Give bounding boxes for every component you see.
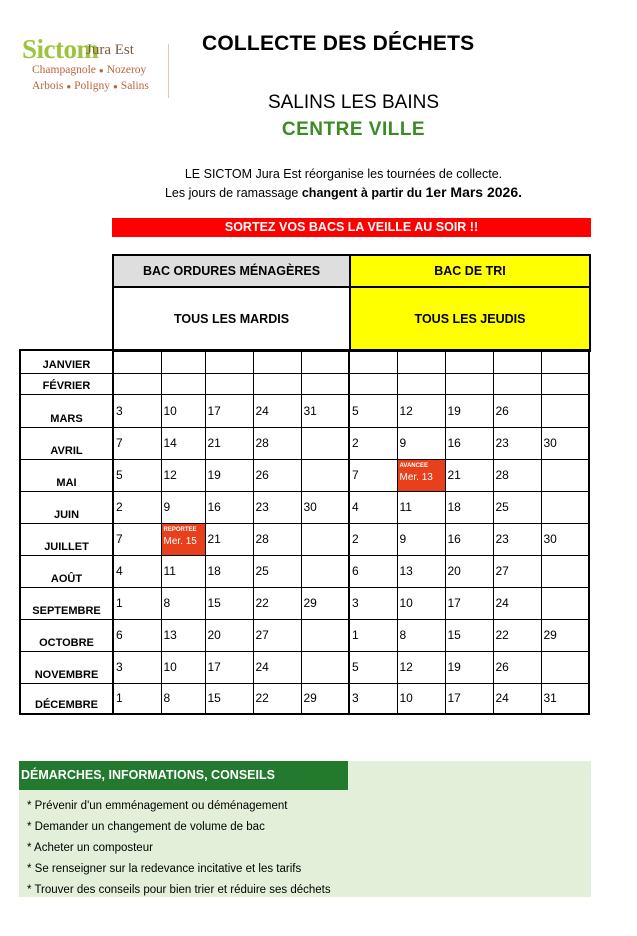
recycling-collection-date: [541, 491, 589, 523]
month-label: DÉCEMBRE: [20, 683, 113, 714]
logo-town: Champagnole: [32, 64, 96, 76]
household-collection-date: [301, 619, 349, 651]
recycling-collection-date: 17: [445, 587, 493, 619]
household-collection-date: 10: [161, 394, 205, 427]
recycling-collection-date: 4: [349, 491, 397, 523]
calendar-row: [20, 427, 589, 459]
household-collection-date: [113, 373, 161, 394]
household-collection-date: 25: [253, 555, 301, 587]
household-collection-date: [205, 350, 253, 373]
recycling-collection-date: 9: [397, 523, 445, 555]
household-collection-date: 12: [161, 459, 205, 491]
recycling-collection-date: 10: [397, 683, 445, 714]
logo-towns-line2: Arbois ● Poligny ● Salins: [32, 80, 149, 92]
recycling-collection-date: 19: [445, 651, 493, 683]
advice-title: DÉMARCHES, INFORMATIONS, CONSEILS: [19, 761, 348, 790]
city-name: SALINS LES BAINS: [267, 92, 440, 113]
district-name: CENTRE VILLE: [281, 119, 426, 140]
recycling-collection-date: 17: [445, 683, 493, 714]
household-collection-date: 9: [161, 491, 205, 523]
household-collection-date: 21: [205, 427, 253, 459]
recycling-collection-date: [493, 373, 541, 394]
recycling-collection-date: [493, 350, 541, 373]
household-collection-date: 14: [161, 427, 205, 459]
household-collection-day: TOUS LES MARDIS: [113, 287, 350, 351]
recycling-collection-date: 9: [397, 427, 445, 459]
household-collection-date: 15: [205, 683, 253, 714]
recycling-collection-date: 31: [541, 683, 589, 714]
calendar-row: [20, 491, 589, 523]
household-collection-date: 8: [161, 683, 205, 714]
household-collection-date: 24: [253, 394, 301, 427]
recycling-collection-date: 25: [493, 491, 541, 523]
household-collection-date: 20: [205, 619, 253, 651]
calendar-row: [20, 587, 589, 619]
household-collection-date: 17: [205, 651, 253, 683]
advice-list: [27, 796, 331, 901]
recycling-collection-date: 26: [493, 394, 541, 427]
month-label: FÉVRIER: [20, 373, 113, 394]
recycling-collection-date: 29: [541, 619, 589, 651]
recycling-collection-date: 19: [445, 394, 493, 427]
household-collection-date: 13: [161, 619, 205, 651]
advice-panel: [19, 761, 591, 897]
month-label: NOVEMBRE: [20, 651, 113, 683]
calendar-row: [20, 651, 589, 683]
recycling-collection-date: 16: [445, 427, 493, 459]
intro-line-2: [0, 184, 637, 200]
calendar-row: [20, 394, 589, 427]
recycling-collection-date: 30: [541, 427, 589, 459]
household-collection-date: 18: [205, 555, 253, 587]
advice-item: * Prévenir d'un emménagement ou déménagement: [27, 800, 288, 812]
recycling-collection-date: [445, 350, 493, 373]
recycling-collection-date: 22: [493, 619, 541, 651]
calendar-row: [20, 459, 589, 491]
household-collection-date: 22: [253, 587, 301, 619]
household-collection-date: 7: [113, 523, 161, 555]
calendar-row: [20, 619, 589, 651]
household-collection-date: 30: [301, 491, 349, 523]
recycling-collection-date: 3: [349, 587, 397, 619]
recycling-collection-date: 18: [445, 491, 493, 523]
household-collection-date: [161, 350, 205, 373]
sictom-logo: [20, 34, 172, 100]
household-collection-date: 29: [301, 683, 349, 714]
recycling-collection-date: [397, 373, 445, 394]
household-collection-date: 29: [301, 587, 349, 619]
recycling-collection-date: 28: [493, 459, 541, 491]
recycling-collection-date: 2: [349, 523, 397, 555]
recycling-collection-date: [541, 394, 589, 427]
household-collection-date: 17: [205, 394, 253, 427]
month-label: MARS: [20, 394, 113, 427]
recycling-collection-date: 5: [349, 651, 397, 683]
household-collection-date: 28: [253, 523, 301, 555]
household-collection-date: 16: [205, 491, 253, 523]
household-collection-date: 7: [113, 427, 161, 459]
household-collection-date: 23: [253, 491, 301, 523]
calendar-row: [20, 523, 589, 555]
recycling-collection-date: 3: [349, 683, 397, 714]
household-collection-date: 8: [161, 587, 205, 619]
month-label: MAI: [20, 459, 113, 491]
month-label: SEPTEMBRE: [20, 587, 113, 619]
month-label: AVRIL: [20, 427, 113, 459]
recycling-collection-date: 23: [493, 427, 541, 459]
household-collection-date: 2: [113, 491, 161, 523]
recycling-collection-date: 5: [349, 394, 397, 427]
recycling-collection-date: [349, 373, 397, 394]
recycling-collection-date: 15: [445, 619, 493, 651]
recycling-collection-date: 27: [493, 555, 541, 587]
household-collection-date: [301, 427, 349, 459]
recycling-collection-date: 24: [493, 587, 541, 619]
recycling-collection-date: 7: [349, 459, 397, 491]
recycling-collection-date: [349, 350, 397, 373]
household-collection-date: [161, 373, 205, 394]
intro-text: Les jours de ramassage: [164, 186, 302, 200]
calendar-row: [20, 555, 589, 587]
household-collection-date: 1: [113, 587, 161, 619]
advice-item: * Se renseigner sur la redevance incitative et les tarifs: [27, 863, 302, 875]
logo-brand: Sictom: [22, 34, 99, 64]
logo-town: Salins: [120, 80, 149, 92]
household-collection-date: 6: [113, 619, 161, 651]
recycling-collection-date: [541, 350, 589, 373]
recycling-collection-date: 1: [349, 619, 397, 651]
month-label: AOÛT: [20, 555, 113, 587]
recycling-collection-date: 26: [493, 651, 541, 683]
reschedule-tag: REPORTEE: [163, 526, 197, 533]
recycling-collection-day: TOUS LES JEUDIS: [350, 287, 590, 351]
recycling-collection-date: 8: [397, 619, 445, 651]
advice-item: * Demander un changement de volume de bac: [27, 821, 265, 833]
reschedule-day: Mer. 15: [163, 535, 197, 547]
recycling-collection-date: [541, 459, 589, 491]
recycling-collection-date: [541, 373, 589, 394]
household-collection-date: [253, 350, 301, 373]
recycling-collection-date: [541, 651, 589, 683]
household-collection-date: 31: [301, 394, 349, 427]
recycling-collection-date: 16: [445, 523, 493, 555]
household-collection-date: 5: [113, 459, 161, 491]
household-collection-date: 19: [205, 459, 253, 491]
household-collection-date: 15: [205, 587, 253, 619]
recycling-collection-date: 30: [541, 523, 589, 555]
calendar-row: [20, 683, 589, 714]
reschedule-day: Mer. 13: [399, 471, 433, 483]
recycling-bin-label: BAC DE TRI: [350, 255, 590, 287]
month-label: OCTOBRE: [20, 619, 113, 651]
household-collection-date: 21: [205, 523, 253, 555]
logo-region: Jura Est: [86, 42, 134, 58]
calendar-row: [20, 350, 589, 373]
household-collection-date: 26: [253, 459, 301, 491]
month-label: JANVIER: [20, 350, 113, 373]
household-collection-date: [301, 523, 349, 555]
household-collection-date: [301, 555, 349, 587]
recycling-collection-date: 6: [349, 555, 397, 587]
recycling-collection-date: 21: [445, 459, 493, 491]
logo-towns-line1: Champagnole ● Nozeroy: [32, 64, 147, 76]
month-label: JUILLET: [20, 523, 113, 555]
rescheduled-collection-cell: [161, 523, 205, 555]
recycling-collection-date: 24: [493, 683, 541, 714]
household-collection-date: 4: [113, 555, 161, 587]
reschedule-tag: AVANCEE: [399, 462, 428, 469]
recycling-collection-date: 20: [445, 555, 493, 587]
recycling-collection-date: 13: [397, 555, 445, 587]
household-collection-date: 10: [161, 651, 205, 683]
recycling-collection-date: [445, 373, 493, 394]
month-label: JUIN: [20, 491, 113, 523]
intro-emphasis: changent à partir du: [301, 186, 426, 200]
household-collection-date: 24: [253, 651, 301, 683]
recycling-collection-date: [541, 555, 589, 587]
calendar-row: [20, 373, 589, 394]
advice-item: * Trouver des conseils pour bien trier et réduire ses déchets: [27, 884, 331, 896]
collection-calendar: [19, 349, 590, 715]
household-collection-date: 1: [113, 683, 161, 714]
bin-header-table: [112, 254, 591, 352]
household-collection-date: [301, 373, 349, 394]
household-bin-label: BAC ORDURES MÉNAGÈRES: [113, 255, 350, 287]
recycling-collection-date: [541, 587, 589, 619]
household-collection-date: 11: [161, 555, 205, 587]
household-collection-date: [301, 459, 349, 491]
intro-start-date: 1er Mars 2026.: [425, 184, 523, 200]
logo-town: Arbois: [32, 80, 64, 92]
household-collection-date: [253, 373, 301, 394]
warning-banner: SORTEZ VOS BACS LA VEILLE AU SOIR !!: [112, 218, 591, 237]
household-collection-date: [113, 350, 161, 373]
recycling-collection-date: 11: [397, 491, 445, 523]
recycling-collection-date: 2: [349, 427, 397, 459]
advice-item: * Acheter un composteur: [27, 842, 153, 854]
rescheduled-collection-cell: [397, 459, 445, 491]
logo-town: Nozeroy: [106, 64, 147, 76]
household-collection-date: 22: [253, 683, 301, 714]
recycling-collection-date: 10: [397, 587, 445, 619]
household-collection-date: 28: [253, 427, 301, 459]
household-collection-date: 27: [253, 619, 301, 651]
logo-divider: [168, 44, 169, 98]
household-collection-date: [301, 350, 349, 373]
recycling-collection-date: 12: [397, 651, 445, 683]
logo-town: Poligny: [74, 80, 110, 92]
household-collection-date: 3: [113, 651, 161, 683]
household-collection-date: [205, 373, 253, 394]
recycling-collection-date: 23: [493, 523, 541, 555]
recycling-collection-date: 12: [397, 394, 445, 427]
recycling-collection-date: [397, 350, 445, 373]
household-collection-date: 3: [113, 394, 161, 427]
household-collection-date: [301, 651, 349, 683]
page-title: COLLECTE DES DÉCHETS: [202, 32, 475, 55]
intro-line-1: LE SICTOM Jura Est réorganise les tournées de collecte.: [184, 167, 503, 181]
